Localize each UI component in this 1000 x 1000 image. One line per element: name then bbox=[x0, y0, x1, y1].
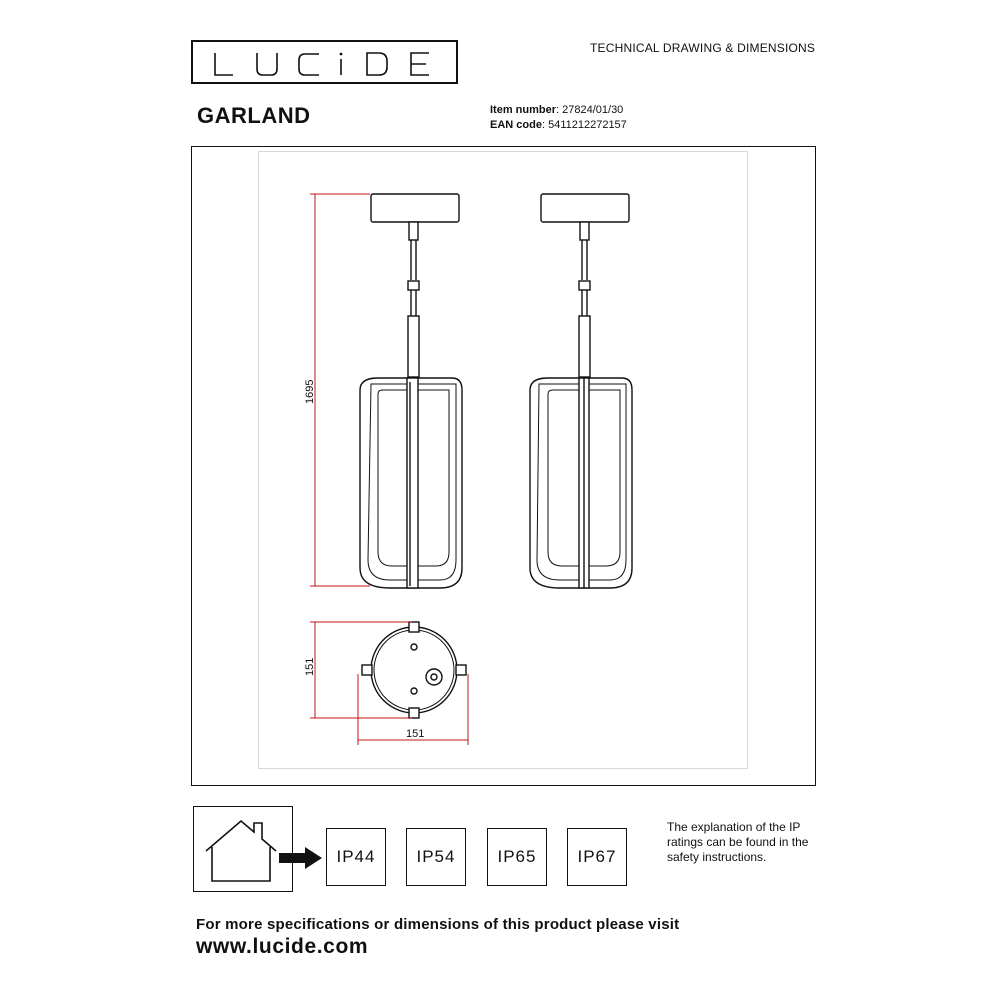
footer-url-link[interactable]: www.lucide.com bbox=[196, 935, 369, 958]
ip-rating-note: The explanation of the IP ratings can be found in the safety instructions. bbox=[667, 820, 809, 864]
side-view-lamp bbox=[530, 194, 632, 588]
ean-value: : 5411212272157 bbox=[541, 119, 627, 131]
header-title: TECHNICAL DRAWING & DIMENSIONS bbox=[590, 41, 816, 55]
ip-rating-box: IP54 bbox=[406, 828, 466, 886]
ip-rating-box: IP67 bbox=[567, 828, 627, 886]
top-view-base bbox=[362, 622, 466, 718]
ip-rating-box: IP65 bbox=[487, 828, 547, 886]
base-width-dimension-label: 151 bbox=[406, 728, 425, 740]
base-depth-dimension-label: 151 bbox=[304, 657, 316, 676]
product-name: GARLAND bbox=[197, 103, 311, 128]
height-dimension-label: 1695 bbox=[304, 379, 316, 404]
arrow-right-icon bbox=[277, 846, 323, 870]
ip-rating-box: IP44 bbox=[326, 828, 386, 886]
dimension-lines bbox=[310, 194, 468, 745]
front-view-lamp bbox=[360, 194, 462, 588]
item-number-value: : 27824/01/30 bbox=[556, 104, 624, 116]
ean-label: EAN code bbox=[490, 119, 542, 131]
item-number-label: Item number bbox=[490, 104, 557, 116]
footer-text: For more specifications or dimensions of this product please visit bbox=[196, 916, 680, 933]
